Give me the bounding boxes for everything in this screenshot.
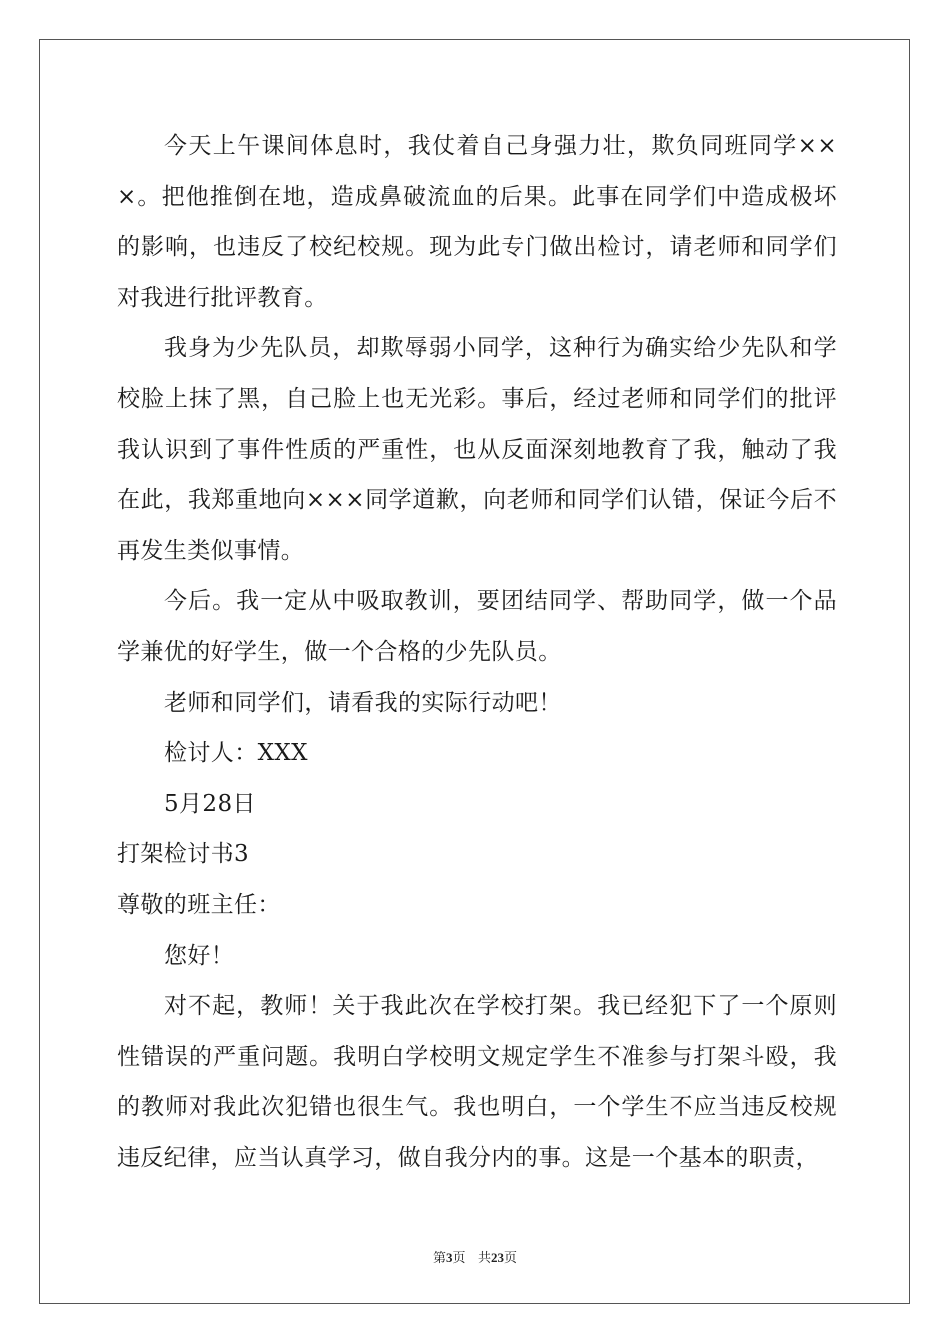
document-body	[117, 121, 837, 1183]
greeting: 您好！	[164, 942, 235, 969]
footer-prefix: 第	[433, 1251, 447, 1266]
paragraph-5: 对不起，教师！关于我此次在学校打架。我已经犯下了一个原则性错误的严重问题。我明白学校明文规定学生不准参与打架斗殴，我的教师对我此次犯错也很生气。我也明白，一个学生不应当违反校规违反纪律，应当认真学习，做自我分内的事。这是一个基本的职责，	[117, 993, 837, 1171]
footer-total-prefix: 共	[477, 1251, 491, 1266]
section-heading: 打架检讨书3	[117, 841, 250, 868]
paragraph-1: 今天上午课间体息时，我仗着自己身强力壮，欺负同班同学×××。把他推倒在地，造成鼻破流血的后果。此事在同学们中造成极坏的影响，也违反了校纪校规。现为此专门做出检讨，请老师和同学们对我进行批评教育。	[117, 133, 837, 311]
date-line: 5月28日	[164, 790, 256, 817]
paragraph-3: 今后。我一定从中吸取教训，要团结同学、帮助同学，做一个品学兼优的好学生，做一个合格的少先队员。	[117, 588, 837, 665]
footer-total-suffix: 页	[503, 1251, 517, 1266]
salutation: 尊敬的班主任：	[117, 891, 281, 918]
current-page-number: 3	[446, 1250, 453, 1265]
footer-page-suffix: 页	[452, 1251, 466, 1266]
paragraph-4: 老师和同学们，请看我的实际行动吧！	[164, 689, 562, 716]
page-footer	[0, 1247, 950, 1266]
signature-line: 检讨人：XXX	[164, 740, 308, 767]
paragraph-2: 我身为少先队员，却欺辱弱小同学，这种行为确实给少先队和学校脸上抹了黑，自己脸上也无光彩。事后，经过老师和同学们的批评我认识到了事件性质的严重性，也从反面深刻地教育了我，触动了我在此，我郑重地向×××同学道歉，向老师和同学们认错，保证今后不再发生类似事情。	[117, 335, 837, 564]
total-page-count: 23	[490, 1250, 504, 1265]
